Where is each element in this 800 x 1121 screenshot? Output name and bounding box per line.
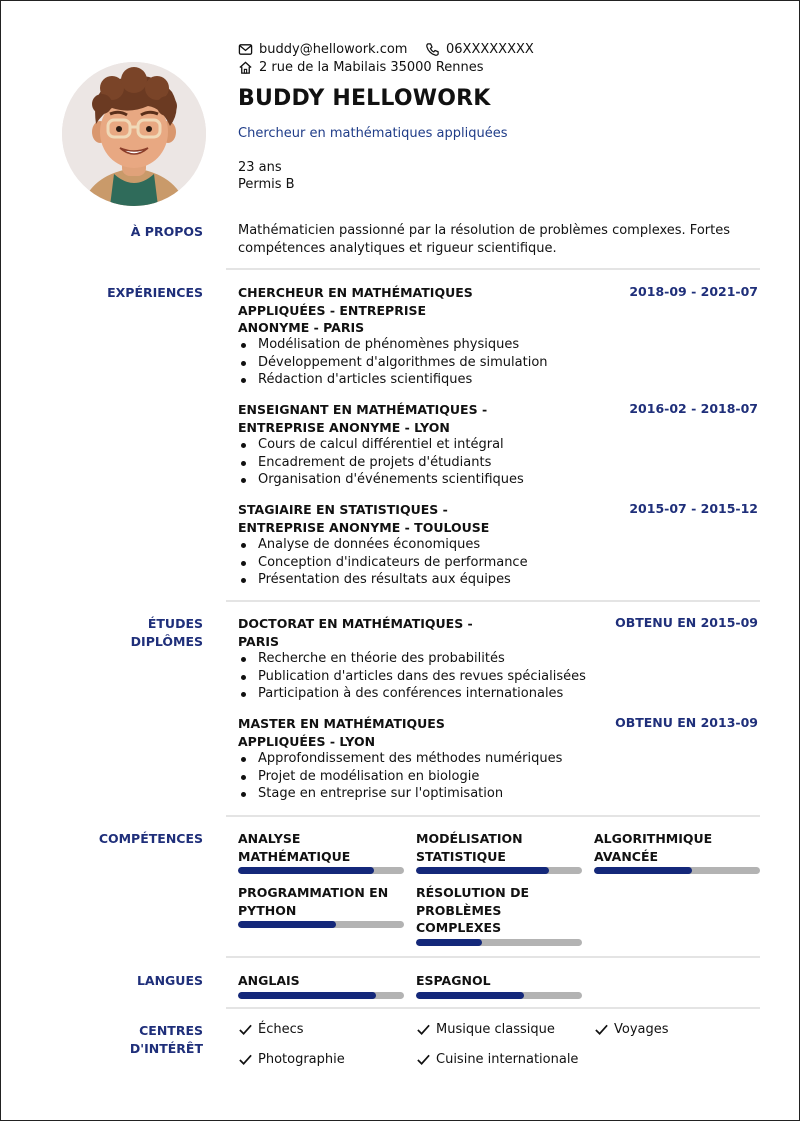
language-level-fill: [238, 992, 376, 999]
about-text: Mathématicien passionné par la résolution de problèmes complexes. Fortes compétences analytiques et rigueur scientifique.: [238, 223, 730, 256]
skill-level-fill: [416, 939, 482, 946]
driving-license: Permis B: [238, 177, 295, 192]
phone-text[interactable]: 06XXXXXXXX: [446, 42, 534, 57]
education-date: OBTENU EN 2013-09: [615, 715, 758, 730]
section-label-experiences: EXPÉRIENCES: [107, 285, 203, 300]
experience-bullets: [238, 436, 524, 489]
list-item: Participation à des conférences internationales: [238, 685, 586, 703]
list-item: Présentation des résultats aux équipes: [238, 571, 528, 589]
interest-item: Cuisine internationale: [416, 1052, 578, 1067]
education-bullets: [238, 650, 586, 703]
age: 23 ans: [238, 160, 282, 175]
interest-item: Échecs: [238, 1022, 304, 1037]
skill-level-fill: [238, 867, 374, 874]
skill-level-bar: [416, 939, 582, 946]
skill-level-bar: [416, 867, 582, 874]
skill-item: [594, 830, 760, 874]
education-title: MASTER EN MATHÉMATIQUES APPLIQUÉES - LYON: [238, 716, 445, 749]
skill-name: RÉSOLUTION DE PROBLÈMES COMPLEXES: [416, 885, 529, 935]
language-level-fill: [416, 992, 524, 999]
list-item: Recherche en théorie des probabilités: [238, 650, 586, 668]
language-name: ESPAGNOL: [416, 973, 491, 988]
skill-name: MODÉLISATION STATISTIQUE: [416, 831, 523, 864]
checkmark-icon: [416, 1052, 431, 1067]
skill-item: [238, 884, 404, 928]
skill-item: [416, 830, 582, 874]
experience-bullets: [238, 536, 528, 589]
checkmark-icon: [594, 1022, 609, 1037]
experience-title: STAGIAIRE EN STATISTIQUES - ENTREPRISE ANONYME - TOULOUSE: [238, 502, 490, 535]
interest-item: Voyages: [594, 1022, 669, 1037]
skill-level-bar: [238, 867, 404, 874]
experience-dates: 2016-02 - 2018-07: [629, 401, 758, 416]
divider: [226, 815, 760, 817]
language-item: [238, 972, 404, 999]
experience-bullets: [238, 336, 548, 389]
phone-icon: [425, 42, 440, 57]
address-text: 2 rue de la Mabilais 35000 Rennes: [259, 60, 484, 75]
list-item: Développement d'algorithmes de simulation: [238, 354, 548, 372]
language-level-bar: [416, 992, 582, 999]
home-icon: [238, 60, 253, 75]
experience-dates: 2018-09 - 2021-07: [629, 284, 758, 299]
section-label-skills: COMPÉTENCES: [98, 831, 203, 846]
mail-icon: [238, 42, 253, 57]
email-contact[interactable]: [238, 42, 407, 57]
section-label-languages: LANGUES: [136, 973, 203, 988]
interest-item: Musique classique: [416, 1022, 555, 1037]
language-item: [416, 972, 582, 999]
language-level-bar: [238, 992, 404, 999]
skill-item: [238, 830, 404, 874]
section-label-about: À PROPOS: [130, 224, 203, 239]
skill-name: PROGRAMMATION EN PYTHON: [238, 885, 389, 918]
divider: [226, 956, 760, 958]
list-item: Conception d'indicateurs de performance: [238, 554, 528, 572]
language-name: ANGLAIS: [238, 973, 300, 988]
skill-name: ANALYSE MATHÉMATIQUE: [238, 831, 351, 864]
experience-title: CHERCHEUR EN MATHÉMATIQUES APPLIQUÉES - ENTREPRISE ANONYME - PARIS: [238, 285, 473, 335]
list-item: Organisation d'événements scientifiques: [238, 471, 524, 489]
list-item: Stage en entreprise sur l'optimisation: [238, 785, 562, 803]
skill-level-bar: [238, 921, 404, 928]
list-item: Encadrement de projets d'étudiants: [238, 454, 524, 472]
experience-dates: 2015-07 - 2015-12: [629, 501, 758, 516]
job-title: Chercheur en mathématiques appliquées: [238, 126, 508, 141]
list-item: Projet de modélisation en biologie: [238, 768, 562, 786]
education-title: DOCTORAT EN MATHÉMATIQUES - PARIS: [238, 616, 473, 649]
skill-level-fill: [238, 921, 336, 928]
email-text[interactable]: buddy@hellowork.com: [259, 42, 408, 57]
avatar: [62, 62, 206, 206]
divider: [226, 600, 760, 602]
education-bullets: [238, 750, 562, 803]
section-label-education: ÉTUDES DIPLÔMES: [130, 616, 203, 649]
skill-item: [416, 884, 582, 946]
skill-name: ALGORITHMIQUE AVANCÉE: [594, 831, 713, 864]
list-item: Rédaction d'articles scientifiques: [238, 371, 548, 389]
skill-level-fill: [416, 867, 549, 874]
checkmark-icon: [238, 1022, 253, 1037]
interest-item: Photographie: [238, 1052, 345, 1067]
person-name: BUDDY HELLOWORK: [238, 86, 491, 111]
section-label-interests: CENTRES D'INTÉRÊT: [129, 1023, 203, 1056]
divider: [226, 1007, 760, 1009]
list-item: Modélisation de phénomènes physiques: [238, 336, 548, 354]
list-item: Analyse de données économiques: [238, 536, 528, 554]
list-item: Cours de calcul différentiel et intégral: [238, 436, 524, 454]
experience-title: ENSEIGNANT EN MATHÉMATIQUES - ENTREPRISE ANONYME - LYON: [238, 402, 488, 435]
checkmark-icon: [416, 1022, 431, 1037]
list-item: Approfondissement des méthodes numériques: [238, 750, 562, 768]
address-contact: [238, 60, 484, 75]
checkmark-icon: [238, 1052, 253, 1067]
phone-contact[interactable]: [425, 42, 534, 57]
divider: [226, 268, 760, 270]
skill-level-fill: [594, 867, 692, 874]
list-item: Publication d'articles dans des revues spécialisées: [238, 668, 586, 686]
education-date: OBTENU EN 2015-09: [615, 615, 758, 630]
skill-level-bar: [594, 867, 760, 874]
